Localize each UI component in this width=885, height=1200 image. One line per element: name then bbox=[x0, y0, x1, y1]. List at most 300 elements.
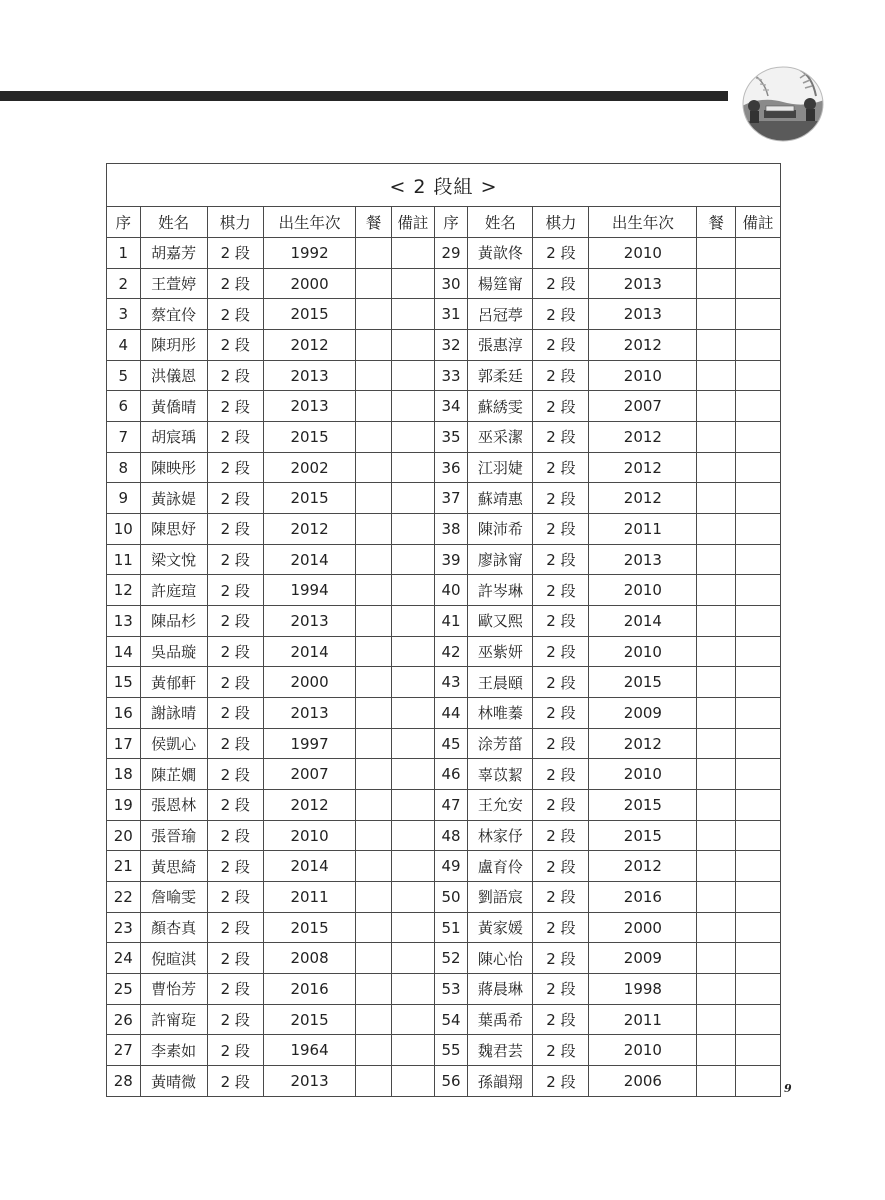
rank-cell: 2 段 bbox=[207, 943, 263, 974]
rank-cell: 2 段 bbox=[533, 268, 589, 299]
name-cell: 黃思綺 bbox=[140, 851, 207, 882]
meal-cell bbox=[356, 912, 392, 943]
name-cell: 吳品璇 bbox=[140, 636, 207, 667]
birth-year-cell: 2012 bbox=[263, 790, 356, 821]
name-cell: 王萱婷 bbox=[140, 268, 207, 299]
name-cell: 郭柔廷 bbox=[468, 360, 533, 391]
rank-cell: 2 段 bbox=[207, 790, 263, 821]
remarks-cell bbox=[736, 728, 781, 759]
name-cell: 林家伃 bbox=[468, 820, 533, 851]
birth-year-cell: 2013 bbox=[263, 391, 356, 422]
meal-cell bbox=[697, 728, 736, 759]
rank-cell: 2 段 bbox=[207, 667, 263, 698]
seq-cell: 46 bbox=[434, 759, 468, 790]
remarks-cell bbox=[736, 238, 781, 269]
name-cell: 楊筳甯 bbox=[468, 268, 533, 299]
rank-cell: 2 段 bbox=[207, 728, 263, 759]
birth-year-cell: 2015 bbox=[263, 422, 356, 453]
remarks-cell bbox=[391, 667, 434, 698]
name-cell: 辜苡絜 bbox=[468, 759, 533, 790]
birth-year-cell: 2006 bbox=[589, 1066, 697, 1097]
remarks-cell bbox=[736, 851, 781, 882]
birth-year-cell: 2010 bbox=[589, 1035, 697, 1066]
remarks-cell bbox=[391, 943, 434, 974]
meal-cell bbox=[356, 1066, 392, 1097]
birth-year-cell: 2016 bbox=[589, 882, 697, 913]
seq-cell: 44 bbox=[434, 698, 468, 729]
birth-year-cell: 2015 bbox=[589, 667, 697, 698]
seq-cell: 26 bbox=[107, 1004, 141, 1035]
name-cell: 陳思妤 bbox=[140, 514, 207, 545]
seq-cell: 38 bbox=[434, 514, 468, 545]
name-cell: 洪儀恩 bbox=[140, 360, 207, 391]
name-cell: 蔡宜伶 bbox=[140, 299, 207, 330]
birth-year-cell: 2015 bbox=[263, 299, 356, 330]
seq-cell: 6 bbox=[107, 391, 141, 422]
table-row bbox=[107, 943, 781, 974]
remarks-cell bbox=[736, 544, 781, 575]
remarks-cell bbox=[391, 544, 434, 575]
remarks-cell bbox=[736, 943, 781, 974]
name-cell: 侯凱心 bbox=[140, 728, 207, 759]
rank-cell: 2 段 bbox=[207, 1004, 263, 1035]
seq-cell: 3 bbox=[107, 299, 141, 330]
meal-cell bbox=[697, 268, 736, 299]
rank-cell: 2 段 bbox=[533, 452, 589, 483]
seq-cell: 27 bbox=[107, 1035, 141, 1066]
seq-cell: 45 bbox=[434, 728, 468, 759]
name-cell: 江羽婕 bbox=[468, 452, 533, 483]
table-row bbox=[107, 1035, 781, 1066]
seq-cell: 56 bbox=[434, 1066, 468, 1097]
name-cell: 黃歆佟 bbox=[468, 238, 533, 269]
birth-year-cell: 1992 bbox=[263, 238, 356, 269]
remarks-cell bbox=[736, 483, 781, 514]
seq-cell: 32 bbox=[434, 330, 468, 361]
birth-year-cell: 2011 bbox=[589, 514, 697, 545]
birth-year-cell: 2012 bbox=[589, 728, 697, 759]
meal-cell bbox=[697, 820, 736, 851]
table-row bbox=[107, 820, 781, 851]
rank-cell: 2 段 bbox=[207, 606, 263, 637]
rank-cell: 2 段 bbox=[533, 606, 589, 637]
meal-cell bbox=[356, 667, 392, 698]
seq-cell: 33 bbox=[434, 360, 468, 391]
name-cell: 廖詠甯 bbox=[468, 544, 533, 575]
seq-cell: 52 bbox=[434, 943, 468, 974]
meal-cell bbox=[356, 360, 392, 391]
table-row bbox=[107, 544, 781, 575]
seq-cell: 19 bbox=[107, 790, 141, 821]
meal-cell bbox=[697, 698, 736, 729]
meal-cell bbox=[356, 391, 392, 422]
name-cell: 顏杏真 bbox=[140, 912, 207, 943]
seq-cell: 37 bbox=[434, 483, 468, 514]
seq-cell: 8 bbox=[107, 452, 141, 483]
birth-year-cell: 2011 bbox=[263, 882, 356, 913]
rank-cell: 2 段 bbox=[533, 636, 589, 667]
name-cell: 盧育伶 bbox=[468, 851, 533, 882]
remarks-cell bbox=[391, 238, 434, 269]
rank-cell: 2 段 bbox=[533, 514, 589, 545]
name-cell: 陳心怡 bbox=[468, 943, 533, 974]
table-row bbox=[107, 1004, 781, 1035]
seq-cell: 49 bbox=[434, 851, 468, 882]
rank-cell: 2 段 bbox=[207, 330, 263, 361]
remarks-cell bbox=[736, 636, 781, 667]
meal-cell bbox=[697, 1004, 736, 1035]
remarks-cell bbox=[736, 790, 781, 821]
birth-year-cell: 2007 bbox=[589, 391, 697, 422]
birth-year-cell: 2015 bbox=[589, 790, 697, 821]
rank-cell: 2 段 bbox=[533, 575, 589, 606]
meal-cell bbox=[356, 759, 392, 790]
meal-cell bbox=[356, 728, 392, 759]
name-cell: 張晉瑜 bbox=[140, 820, 207, 851]
meal-cell bbox=[356, 943, 392, 974]
name-cell: 黃詠媞 bbox=[140, 483, 207, 514]
name-cell: 陳沛希 bbox=[468, 514, 533, 545]
seq-cell: 24 bbox=[107, 943, 141, 974]
birth-year-cell: 2002 bbox=[263, 452, 356, 483]
remarks-cell bbox=[391, 728, 434, 759]
table-header-row bbox=[107, 207, 781, 238]
meal-cell bbox=[356, 636, 392, 667]
birth-year-cell: 2008 bbox=[263, 943, 356, 974]
remarks-cell bbox=[391, 575, 434, 606]
meal-cell bbox=[356, 882, 392, 913]
birth-year-cell: 2010 bbox=[589, 575, 697, 606]
seq-cell: 31 bbox=[434, 299, 468, 330]
rank-cell: 2 段 bbox=[533, 1004, 589, 1035]
table-row bbox=[107, 851, 781, 882]
name-cell: 倪暄淇 bbox=[140, 943, 207, 974]
remarks-cell bbox=[391, 974, 434, 1005]
name-cell: 陳玥彤 bbox=[140, 330, 207, 361]
remarks-cell bbox=[391, 391, 434, 422]
seq-cell: 15 bbox=[107, 667, 141, 698]
seq-cell: 34 bbox=[434, 391, 468, 422]
remarks-cell bbox=[736, 974, 781, 1005]
meal-cell bbox=[356, 820, 392, 851]
remarks-cell bbox=[736, 1066, 781, 1097]
rank-cell: 2 段 bbox=[207, 882, 263, 913]
remarks-cell bbox=[736, 422, 781, 453]
table-row bbox=[107, 790, 781, 821]
name-cell: 葉禹希 bbox=[468, 1004, 533, 1035]
roster-body bbox=[107, 238, 781, 1097]
seq-cell: 10 bbox=[107, 514, 141, 545]
table-row bbox=[107, 330, 781, 361]
remarks-cell bbox=[391, 422, 434, 453]
rank-cell: 2 段 bbox=[533, 299, 589, 330]
seq-cell: 42 bbox=[434, 636, 468, 667]
header-rank-right: 棋力 bbox=[533, 207, 589, 238]
meal-cell bbox=[697, 636, 736, 667]
birth-year-cell: 2014 bbox=[263, 636, 356, 667]
seq-cell: 43 bbox=[434, 667, 468, 698]
seq-cell: 1 bbox=[107, 238, 141, 269]
seq-cell: 23 bbox=[107, 912, 141, 943]
meal-cell bbox=[697, 851, 736, 882]
birth-year-cell: 2012 bbox=[589, 330, 697, 361]
seq-cell: 54 bbox=[434, 1004, 468, 1035]
remarks-cell bbox=[391, 330, 434, 361]
remarks-cell bbox=[736, 1035, 781, 1066]
rank-cell: 2 段 bbox=[207, 759, 263, 790]
meal-cell bbox=[356, 575, 392, 606]
birth-year-cell: 2014 bbox=[589, 606, 697, 637]
meal-cell bbox=[697, 606, 736, 637]
rank-cell: 2 段 bbox=[533, 1066, 589, 1097]
name-cell: 詹喻雯 bbox=[140, 882, 207, 913]
remarks-cell bbox=[391, 483, 434, 514]
header-meal-left: 餐 bbox=[356, 207, 392, 238]
name-cell: 張惠淳 bbox=[468, 330, 533, 361]
seq-cell: 2 bbox=[107, 268, 141, 299]
remarks-cell bbox=[736, 667, 781, 698]
meal-cell bbox=[356, 790, 392, 821]
remarks-cell bbox=[391, 514, 434, 545]
name-cell: 黃僑晴 bbox=[140, 391, 207, 422]
remarks-cell bbox=[736, 330, 781, 361]
table-row bbox=[107, 452, 781, 483]
rank-cell: 2 段 bbox=[207, 1066, 263, 1097]
header-birth-year-right: 出生年次 bbox=[589, 207, 697, 238]
remarks-cell bbox=[736, 882, 781, 913]
rank-cell: 2 段 bbox=[533, 667, 589, 698]
meal-cell bbox=[697, 1035, 736, 1066]
table-title-row bbox=[107, 164, 781, 207]
table-row bbox=[107, 728, 781, 759]
seq-cell: 40 bbox=[434, 575, 468, 606]
go-game-illustration-icon bbox=[742, 66, 824, 142]
name-cell: 梁文悅 bbox=[140, 544, 207, 575]
remarks-cell bbox=[391, 820, 434, 851]
name-cell: 胡嘉芳 bbox=[140, 238, 207, 269]
name-cell: 黃晴微 bbox=[140, 1066, 207, 1097]
meal-cell bbox=[356, 330, 392, 361]
seq-cell: 28 bbox=[107, 1066, 141, 1097]
birth-year-cell: 2012 bbox=[263, 330, 356, 361]
seq-cell: 21 bbox=[107, 851, 141, 882]
birth-year-cell: 2015 bbox=[263, 1004, 356, 1035]
meal-cell bbox=[356, 452, 392, 483]
rank-cell: 2 段 bbox=[207, 698, 263, 729]
meal-cell bbox=[697, 391, 736, 422]
table-row bbox=[107, 514, 781, 545]
name-cell: 涂芳菑 bbox=[468, 728, 533, 759]
meal-cell bbox=[356, 851, 392, 882]
rank-cell: 2 段 bbox=[533, 330, 589, 361]
rank-cell: 2 段 bbox=[207, 636, 263, 667]
birth-year-cell: 2012 bbox=[589, 422, 697, 453]
rank-cell: 2 段 bbox=[207, 268, 263, 299]
meal-cell bbox=[697, 667, 736, 698]
remarks-cell bbox=[391, 360, 434, 391]
remarks-cell bbox=[391, 1066, 434, 1097]
birth-year-cell: 1998 bbox=[589, 974, 697, 1005]
header-rule bbox=[0, 91, 728, 101]
name-cell: 黃家媛 bbox=[468, 912, 533, 943]
seq-cell: 51 bbox=[434, 912, 468, 943]
remarks-cell bbox=[391, 299, 434, 330]
birth-year-cell: 2012 bbox=[589, 851, 697, 882]
birth-year-cell: 2010 bbox=[589, 238, 697, 269]
name-cell: 許甯琁 bbox=[140, 1004, 207, 1035]
meal-cell bbox=[697, 514, 736, 545]
remarks-cell bbox=[736, 514, 781, 545]
seq-cell: 9 bbox=[107, 483, 141, 514]
remarks-cell bbox=[736, 912, 781, 943]
table-row bbox=[107, 636, 781, 667]
table-row bbox=[107, 974, 781, 1005]
name-cell: 黃郁軒 bbox=[140, 667, 207, 698]
table-row bbox=[107, 698, 781, 729]
name-cell: 蔣晨琳 bbox=[468, 974, 533, 1005]
remarks-cell bbox=[736, 268, 781, 299]
name-cell: 歐又熙 bbox=[468, 606, 533, 637]
meal-cell bbox=[697, 759, 736, 790]
seq-cell: 4 bbox=[107, 330, 141, 361]
name-cell: 王允安 bbox=[468, 790, 533, 821]
birth-year-cell: 2010 bbox=[589, 360, 697, 391]
page-number: 9 bbox=[784, 1082, 792, 1095]
seq-cell: 36 bbox=[434, 452, 468, 483]
meal-cell bbox=[697, 360, 736, 391]
table-row bbox=[107, 882, 781, 913]
rank-cell: 2 段 bbox=[533, 238, 589, 269]
table-row bbox=[107, 268, 781, 299]
rank-cell: 2 段 bbox=[533, 912, 589, 943]
rank-cell: 2 段 bbox=[207, 575, 263, 606]
seq-cell: 48 bbox=[434, 820, 468, 851]
birth-year-cell: 2007 bbox=[263, 759, 356, 790]
header-remarks-left: 備註 bbox=[391, 207, 434, 238]
remarks-cell bbox=[391, 851, 434, 882]
table-row bbox=[107, 360, 781, 391]
name-cell: 林唯蓁 bbox=[468, 698, 533, 729]
birth-year-cell: 2000 bbox=[589, 912, 697, 943]
meal-cell bbox=[356, 698, 392, 729]
rank-cell: 2 段 bbox=[207, 483, 263, 514]
birth-year-cell: 1997 bbox=[263, 728, 356, 759]
rank-cell: 2 段 bbox=[207, 912, 263, 943]
birth-year-cell: 2010 bbox=[589, 759, 697, 790]
rank-cell: 2 段 bbox=[533, 974, 589, 1005]
name-cell: 許庭瑄 bbox=[140, 575, 207, 606]
seq-cell: 13 bbox=[107, 606, 141, 637]
seq-cell: 16 bbox=[107, 698, 141, 729]
birth-year-cell: 2014 bbox=[263, 851, 356, 882]
name-cell: 呂冠葶 bbox=[468, 299, 533, 330]
rank-cell: 2 段 bbox=[533, 544, 589, 575]
rank-cell: 2 段 bbox=[207, 974, 263, 1005]
seq-cell: 22 bbox=[107, 882, 141, 913]
rank-cell: 2 段 bbox=[207, 514, 263, 545]
header-birth-year-left: 出生年次 bbox=[263, 207, 356, 238]
meal-cell bbox=[356, 544, 392, 575]
birth-year-cell: 1994 bbox=[263, 575, 356, 606]
meal-cell bbox=[697, 943, 736, 974]
name-cell: 許岑琳 bbox=[468, 575, 533, 606]
name-cell: 蘇靖惠 bbox=[468, 483, 533, 514]
remarks-cell bbox=[736, 452, 781, 483]
table-row bbox=[107, 238, 781, 269]
birth-year-cell: 2010 bbox=[589, 636, 697, 667]
name-cell: 蘇綉雯 bbox=[468, 391, 533, 422]
rank-cell: 2 段 bbox=[533, 943, 589, 974]
rank-cell: 2 段 bbox=[207, 360, 263, 391]
table-row bbox=[107, 483, 781, 514]
rank-cell: 2 段 bbox=[207, 452, 263, 483]
remarks-cell bbox=[736, 759, 781, 790]
seq-cell: 14 bbox=[107, 636, 141, 667]
name-cell: 巫紫妍 bbox=[468, 636, 533, 667]
birth-year-cell: 1964 bbox=[263, 1035, 356, 1066]
remarks-cell bbox=[391, 759, 434, 790]
rank-cell: 2 段 bbox=[533, 882, 589, 913]
name-cell: 胡宸瑀 bbox=[140, 422, 207, 453]
birth-year-cell: 2016 bbox=[263, 974, 356, 1005]
seq-cell: 25 bbox=[107, 974, 141, 1005]
rank-cell: 2 段 bbox=[533, 422, 589, 453]
meal-cell bbox=[697, 882, 736, 913]
meal-cell bbox=[697, 790, 736, 821]
birth-year-cell: 2015 bbox=[263, 483, 356, 514]
table-row bbox=[107, 606, 781, 637]
birth-year-cell: 2015 bbox=[589, 820, 697, 851]
header-no-right: 序 bbox=[434, 207, 468, 238]
rank-cell: 2 段 bbox=[533, 360, 589, 391]
name-cell: 陳品杉 bbox=[140, 606, 207, 637]
header-meal-right: 餐 bbox=[697, 207, 736, 238]
seq-cell: 39 bbox=[434, 544, 468, 575]
birth-year-cell: 2013 bbox=[589, 544, 697, 575]
seq-cell: 41 bbox=[434, 606, 468, 637]
remarks-cell bbox=[736, 820, 781, 851]
meal-cell bbox=[697, 238, 736, 269]
meal-cell bbox=[356, 238, 392, 269]
birth-year-cell: 2013 bbox=[589, 299, 697, 330]
name-cell: 孫韻翔 bbox=[468, 1066, 533, 1097]
seq-cell: 5 bbox=[107, 360, 141, 391]
header-name-left: 姓名 bbox=[140, 207, 207, 238]
meal-cell bbox=[697, 1066, 736, 1097]
name-cell: 魏君芸 bbox=[468, 1035, 533, 1066]
table-row bbox=[107, 422, 781, 453]
meal-cell bbox=[356, 1035, 392, 1066]
birth-year-cell: 2009 bbox=[589, 698, 697, 729]
rank-cell: 2 段 bbox=[207, 1035, 263, 1066]
seq-cell: 17 bbox=[107, 728, 141, 759]
meal-cell bbox=[356, 299, 392, 330]
remarks-cell bbox=[391, 1004, 434, 1035]
birth-year-cell: 2014 bbox=[263, 544, 356, 575]
birth-year-cell: 2010 bbox=[263, 820, 356, 851]
remarks-cell bbox=[391, 636, 434, 667]
remarks-cell bbox=[391, 606, 434, 637]
meal-cell bbox=[697, 483, 736, 514]
header-remarks-right: 備註 bbox=[736, 207, 781, 238]
rank-cell: 2 段 bbox=[533, 851, 589, 882]
name-cell: 李素如 bbox=[140, 1035, 207, 1066]
birth-year-cell: 2012 bbox=[589, 483, 697, 514]
birth-year-cell: 2000 bbox=[263, 667, 356, 698]
meal-cell bbox=[697, 422, 736, 453]
meal-cell bbox=[697, 452, 736, 483]
rank-cell: 2 段 bbox=[533, 698, 589, 729]
